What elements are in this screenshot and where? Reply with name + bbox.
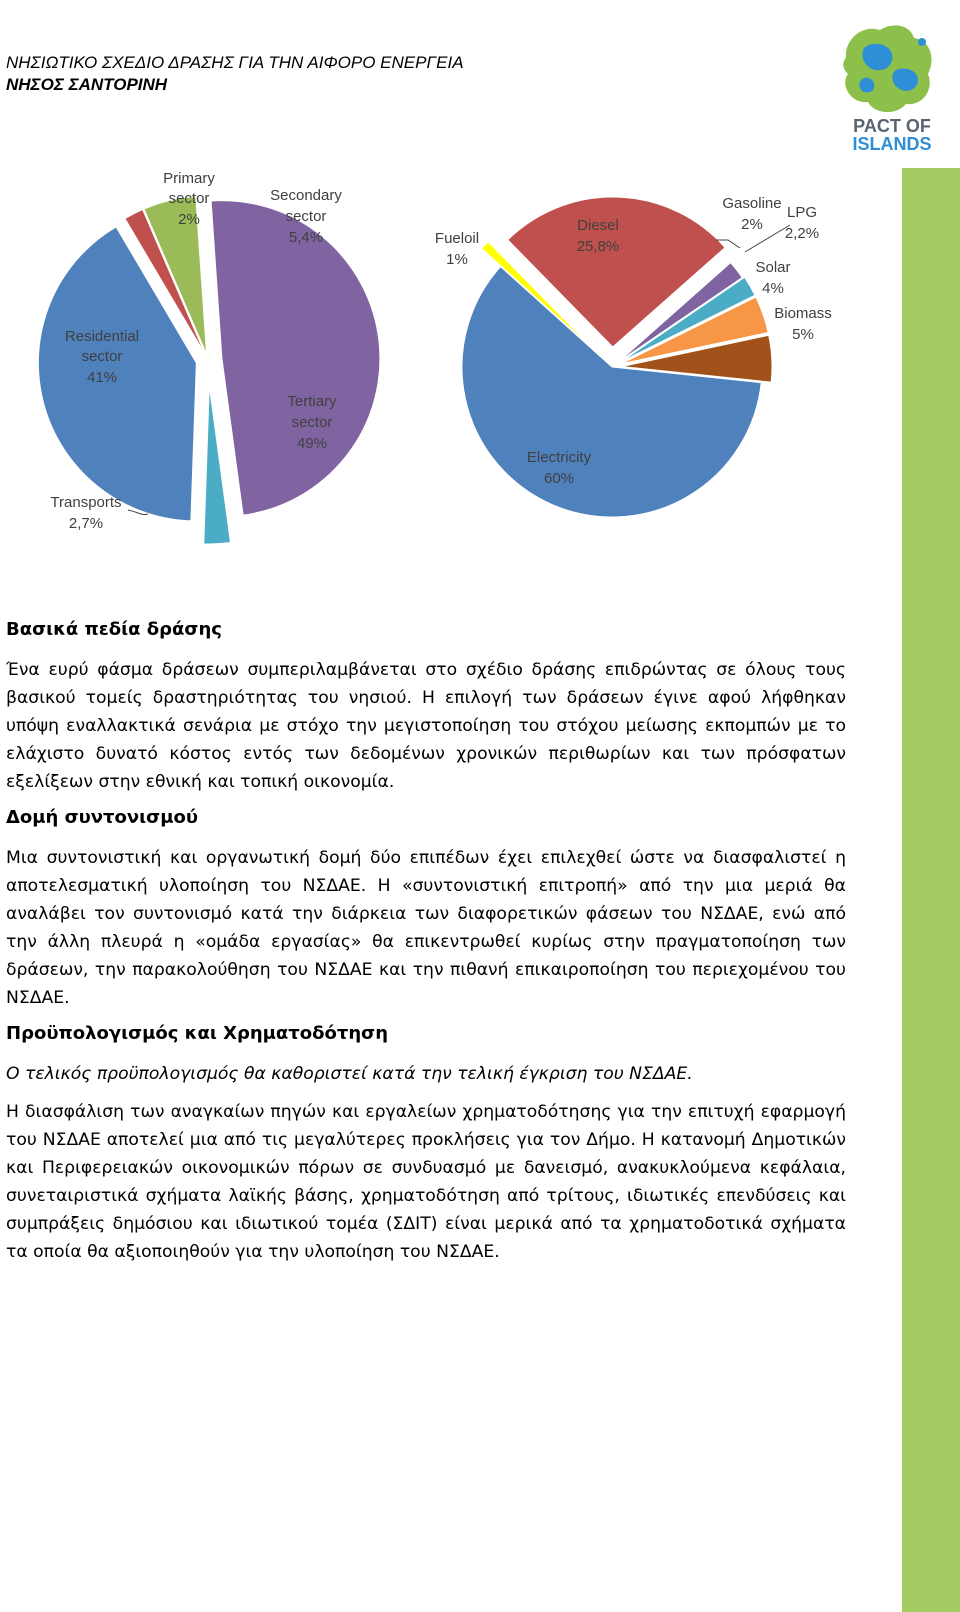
sectors-label-secondary-sector-value: 5,4% xyxy=(288,229,324,246)
sectors-label-transports-value: 2,7% xyxy=(68,515,104,532)
energy-label-solar-text: Solar xyxy=(755,259,791,276)
energy-label-biomass-text: Biomass xyxy=(774,305,832,322)
sectors-label-primary-sector-text: Primary xyxy=(163,170,215,187)
sectors-slice-transports xyxy=(204,386,231,544)
sectors-label-residential-sector-text: Residential xyxy=(64,328,140,345)
side-accent-bar xyxy=(902,0,960,1612)
sectors-label-tertiary-sector-text: Tertiary xyxy=(287,393,337,410)
energy-label-solar-value: 4% xyxy=(762,280,784,297)
sectors-label-primary-sector-value: 2% xyxy=(178,211,200,228)
section-heading-action-fields: Βασικά πεδία δράσης xyxy=(6,619,222,640)
sectors-label-secondary-sector-text: Secondary xyxy=(270,187,342,204)
document-body xyxy=(6,618,846,1276)
energy-label-electricity-text: Electricity xyxy=(526,449,592,466)
sectors-label-secondary-sector-text: sector xyxy=(285,208,327,225)
energy-label-diesel-text: Diesel xyxy=(577,217,619,234)
document-header xyxy=(6,52,464,96)
sectors-label-tertiary-sector-text: sector xyxy=(291,414,333,431)
sectors-label-transports-text: Transports xyxy=(50,494,122,511)
section-heading-budget: Προϋπολογισμός και Χρηματοδότηση xyxy=(6,1023,389,1044)
energy-label-lpg-value: 2,2% xyxy=(784,225,820,242)
paragraph-financing: Η διασφάλιση των αναγκαίων πηγών και εργαλείων χρηματοδότησης για την επιτυχή εφαρμογή του ΝΣΔΑΕ αποτελεί μια από τις μεγαλύτερες προκλήσεις για τον Δήμο. Η κατανομή Δημοτικών και Περιφερειακών οικονομικών πόρων σε συνδυασμό με δανεισμό, ανακυκλούμενα κεφάλαια, συνεταιριστικά σχήματα λαϊκής βάσης, χρηματοδότηση από τρίτους, ιδιωτικές επενδύσεις και συμπράξεις δημόσιου και ιδιωτικού τομέα (ΣΔΙΤ) είναι μερικά από τα χρηματοδοτικά σχήματα τα οποία θα αξιοποιηθούν για την υλοποίηση του ΝΣΔΑΕ. xyxy=(6,1102,846,1262)
sectors-label-residential-sector-value: 41% xyxy=(86,369,118,386)
energy-label-gasoline-text: Gasoline xyxy=(722,195,782,212)
energy-label-electricity-value: 60% xyxy=(543,470,575,487)
section-heading-coordination: Δομή συντονισμού xyxy=(6,807,198,828)
pie-charts-figure xyxy=(0,160,900,560)
paragraph-coordination: Μια συντονιστική και οργανωτική δομή δύο επιπέδων έχει επιλεχθεί ώστε να διασφαλιστεί η αποτελεσματική υλοποίηση του ΝΣΔΑΕ. Η «συντονιστική επιτροπή» από την μια μεριά θα αναλάβει τον συντονισμό κατά την διάρκεια των διαφορετικών φάσεων του ΝΣΔΑΕ, ενώ από την άλλη πλευρά η «ομάδα εργασίας» θα επικεντρωθεί κυρίως στην πραγματοποίηση των δράσεων, την παρακολούθηση του ΝΣΔΑΕ και την πιθανή επικαιροποίηση του περιεχομένου του ΝΣΔΑΕ. xyxy=(6,848,846,1008)
energy-label-fueloil-value: 1% xyxy=(446,251,468,268)
sectors-label-residential-sector-text: sector xyxy=(81,348,123,365)
logo-line-2: ISLANDS xyxy=(852,134,932,154)
energy-label-diesel-value: 25,8% xyxy=(576,238,620,255)
logo-wordmark xyxy=(844,117,940,153)
header-title: ΝΗΣΙΩΤΙΚΟ ΣΧΕΔΙΟ ΔΡΑΣΗΣ ΓΙΑ ΤΗΝ ΑΙΦΟΡΟ ΕΝΕΡΓΕΙΑ xyxy=(6,53,464,72)
sectors-label-tertiary-sector-value: 49% xyxy=(296,435,328,452)
paragraph-action-fields: Ένα ευρύ φάσμα δράσεων συμπεριλαμβάνεται στο σχέδιο δράσης επιδρώντας σε όλους τους βασικού τομείς δραστηριότητας του νησιού. Η επιλογή των δράσεων έγινε αφού λήφθηκαν υπόψη εναλλακτικά σενάρια με στόχο την μεγιστοποίηση του στόχου μείωσης εκπομπών με το ελάχιστο δυνατό κόστος εντός των δεδομένων χρονικών περιθωρίων και των πρόσφατων εξελίξεων στην εθνική και τοπική οικονομία. xyxy=(6,660,846,792)
energy-label-biomass-value: 5% xyxy=(792,326,814,343)
logo-line-1: PACT OF xyxy=(853,116,931,136)
energy-label-lpg-text: LPG xyxy=(786,204,818,221)
sectors-label-primary-sector-text: sector xyxy=(168,190,210,207)
energy-label-fueloil-text: Fueloil xyxy=(434,230,480,247)
sectors-slice-tertiary-sector xyxy=(211,201,380,516)
header-subtitle: ΝΗΣΟΣ ΣΑΝΤΟΡΙΝΗ xyxy=(6,75,168,94)
energy-label-gasoline-value: 2% xyxy=(741,216,763,233)
paragraph-budget-note: Ο τελικός προϋπολογισμός θα καθοριστεί κατά την τελική έγκριση του ΝΣΔΑΕ. xyxy=(6,1064,693,1084)
